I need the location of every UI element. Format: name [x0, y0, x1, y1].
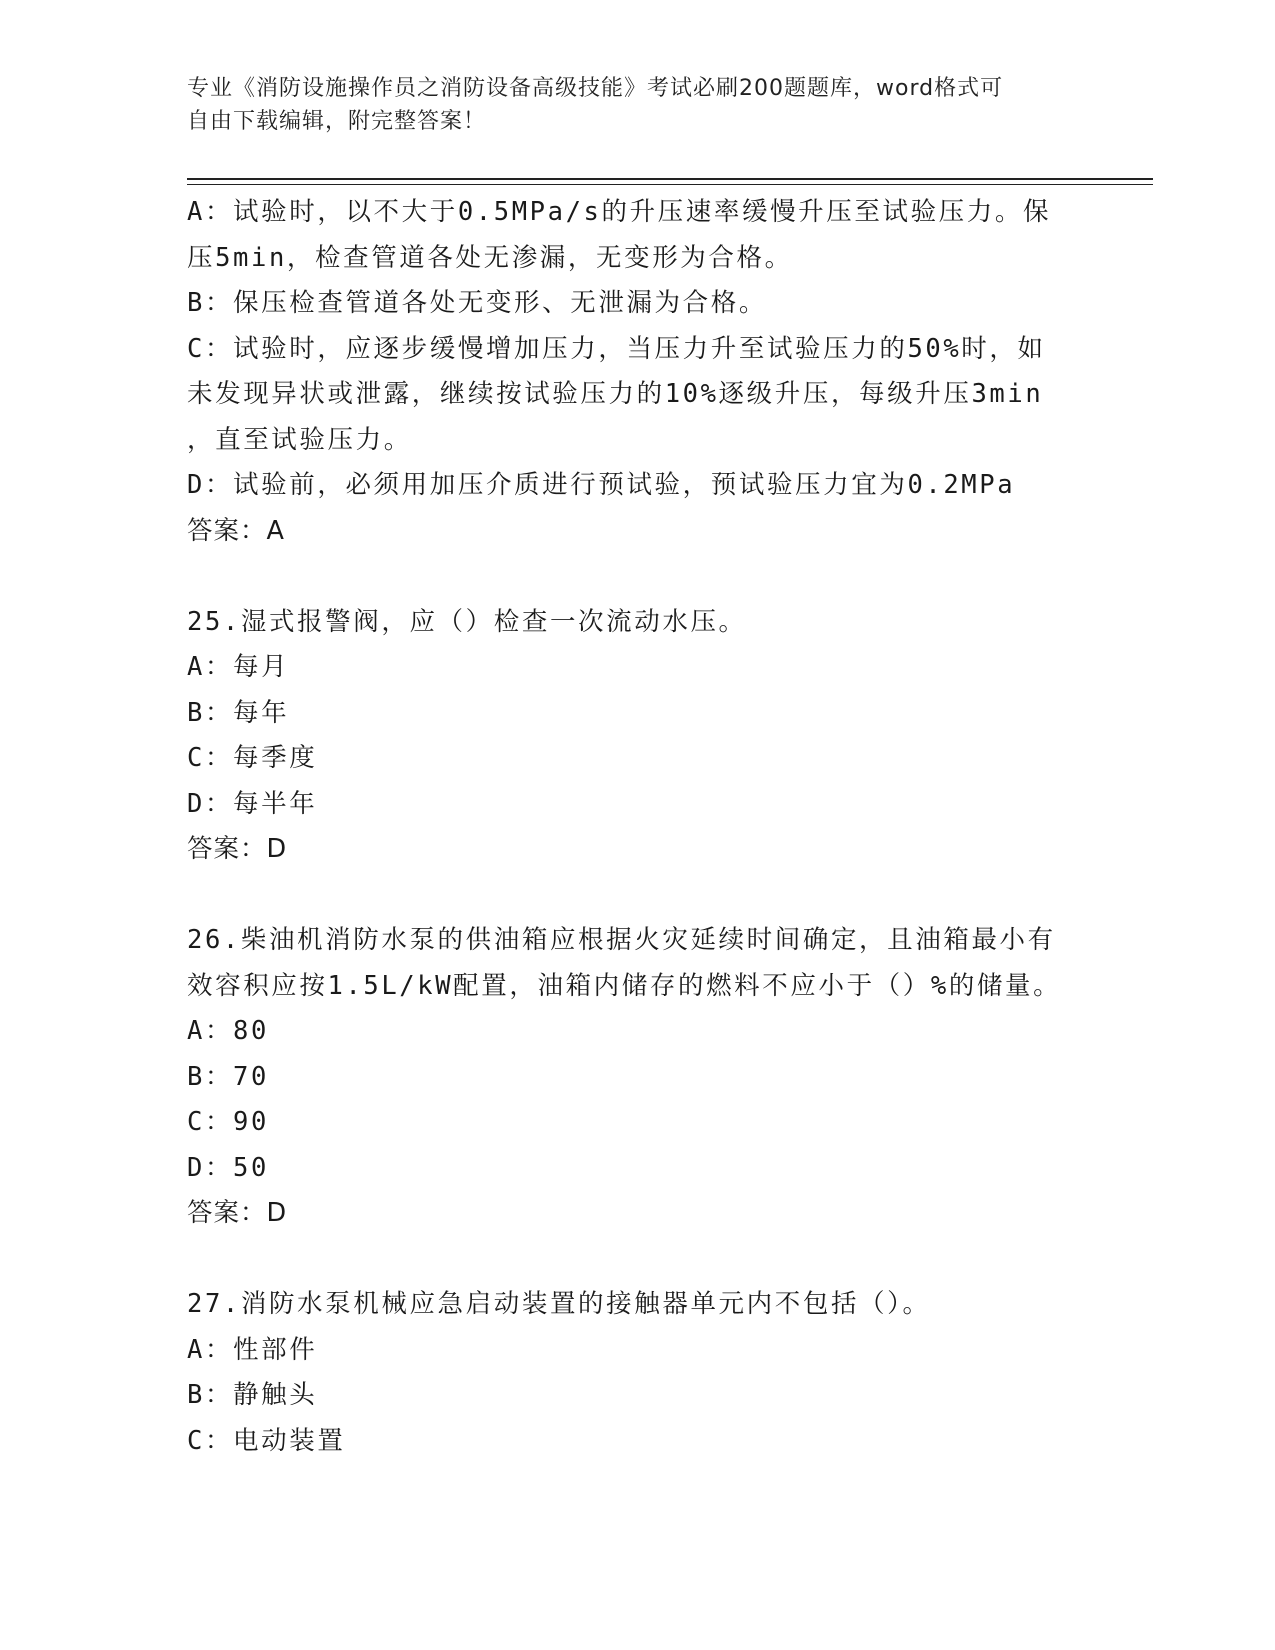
spacer: [187, 873, 1087, 919]
spacer: [187, 554, 1087, 600]
option-c: C：每季度: [187, 743, 318, 773]
question-text-line-1: 26.柴油机消防水泵的供油箱应根据火灾延续时间确定，且油箱最小有: [187, 925, 1056, 955]
option-a: A：性部件: [187, 1334, 318, 1365]
spacer: [187, 1237, 1087, 1283]
option-d: D：每半年: [187, 788, 318, 819]
answer: 答案：D: [187, 1198, 288, 1228]
question-26: [187, 918, 1087, 1237]
option-b: B：静触头: [187, 1380, 318, 1410]
document-header: [187, 72, 1067, 138]
question-25: [187, 600, 1087, 873]
header-line-2: 自由下载编辑，附完整答案！: [187, 109, 487, 134]
question-24: [187, 190, 1087, 554]
question-27: [187, 1282, 1087, 1464]
header-line-1: 专业《消防设施操作员之消防设备高级技能》考试必刷200题题库，word格式可: [187, 76, 1004, 101]
option-d: D：50: [187, 1152, 269, 1183]
option-d: D：试验前，必须用加压介质进行预试验，预试验压力宜为0.2MPa: [187, 470, 1016, 500]
answer: 答案：D: [187, 834, 288, 864]
option-c: C：90: [187, 1107, 269, 1137]
question-text-line-2: 效容积应按1.5L/kW配置，油箱内储存的燃料不应小于（）%的储量。: [187, 970, 1062, 1001]
option-b: B：保压检查管道各处无变形、无泄漏为合格。: [187, 288, 767, 318]
option-c-line-2: 未发现异状或泄露，继续按试验压力的10%逐级升压，每级升压3min: [187, 379, 1044, 409]
option-c-line-3: ，直至试验压力。: [187, 424, 412, 455]
header-divider-thick: [187, 178, 1153, 180]
option-a: A：80: [187, 1016, 269, 1046]
option-b: B：每年: [187, 697, 290, 728]
option-c: C：电动装置: [187, 1425, 346, 1456]
option-a: A：每月: [187, 652, 290, 682]
option-b: B：70: [187, 1061, 269, 1092]
option-a-line-2: 压5min，检查管道各处无渗漏，无变形为合格。: [187, 242, 793, 273]
option-c-line-1: C：试验时，应逐步缓慢增加压力，当压力升至试验压力的50%时，如: [187, 333, 1046, 364]
question-content: [187, 190, 1087, 1464]
option-a-line-1: A：试验时，以不大于0.5MPa/s的升压速率缓慢升压至试验压力。保: [187, 197, 1052, 227]
question-text: 27.消防水泵机械应急启动装置的接触器单元内不包括（）。: [187, 1289, 931, 1319]
answer: 答案：A: [187, 515, 285, 546]
question-text: 25.湿式报警阀，应（）检查一次流动水压。: [187, 606, 747, 637]
header-divider-thin: [187, 184, 1153, 185]
